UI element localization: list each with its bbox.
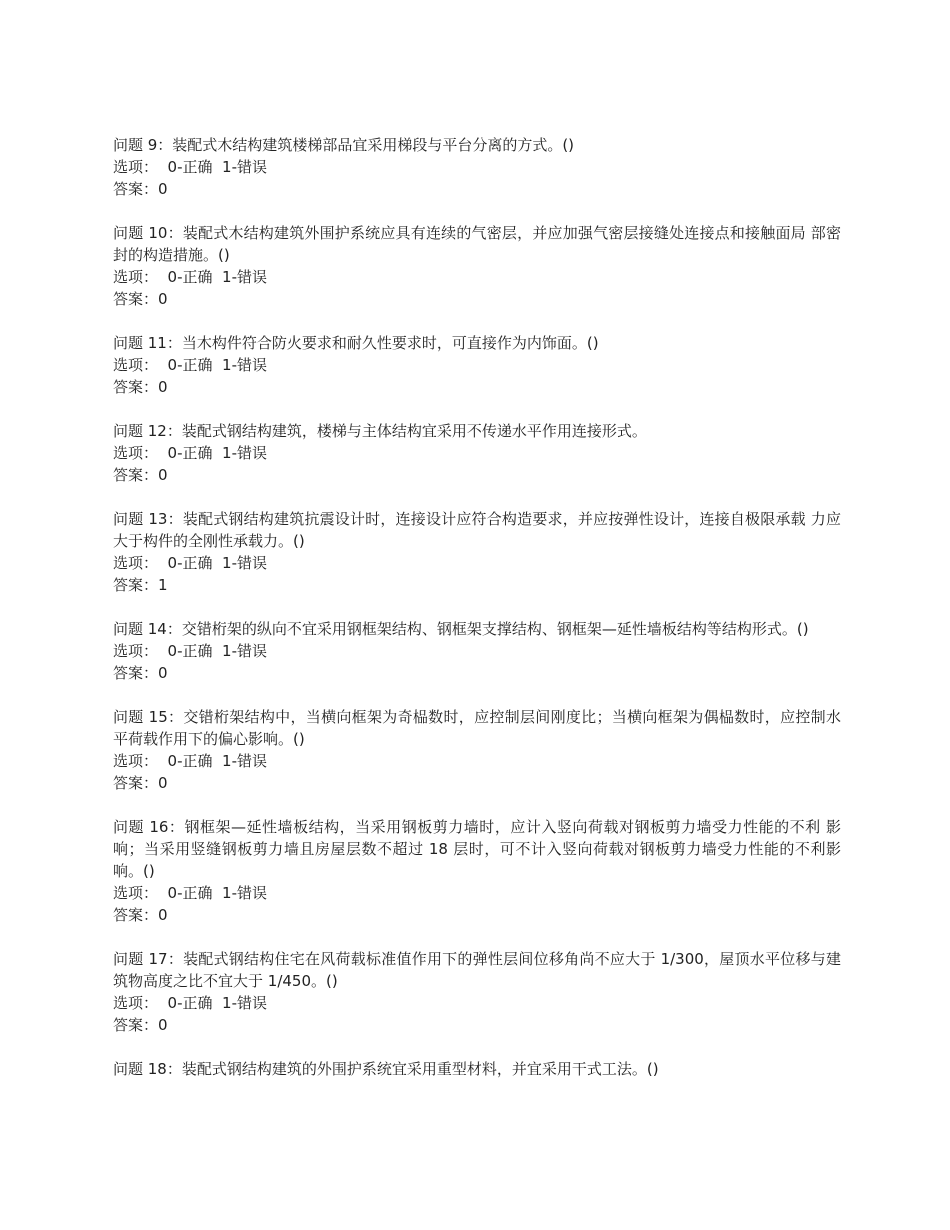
document-page — [113, 134, 841, 1102]
question-text: 问题 18：装配式钢结构建筑的外围护系统宜采用重型材料，并宜采用干式工法。() — [113, 1060, 659, 1078]
question-text: 问题 16：钢框架—延性墙板结构，当采用钢板剪力墙时，应计入竖向荷载对钢板剪力墙受力性能的不利 影响；当采用竖缝钢板剪力墙且房屋层数不超过 18 层时，可不计入竖向荷载对钢板剪力墙受力性能的不利影响。() — [113, 818, 841, 880]
question-options: 选项： 0-正确 1-错误 — [113, 554, 267, 572]
question-answer: 答案：0 — [113, 180, 168, 198]
question-block — [113, 420, 841, 486]
question-text: 问题 10：装配式木结构建筑外围护系统应具有连续的气密层，并应加强气密层接缝处连接点和接触面局 部密封的构造措施。() — [113, 224, 841, 264]
question-options: 选项： 0-正确 1-错误 — [113, 158, 267, 176]
question-options: 选项： 0-正确 1-错误 — [113, 268, 267, 286]
question-answer: 答案：0 — [113, 290, 168, 308]
question-options: 选项： 0-正确 1-错误 — [113, 444, 267, 462]
question-text: 问题 17：装配式钢结构住宅在风荷载标准值作用下的弹性层间位移角尚不应大于 1/300，屋顶水平位移与建筑物高度之比不宜大于 1/450。() — [113, 950, 841, 990]
question-block — [113, 948, 841, 1036]
question-answer: 答案：0 — [113, 1016, 168, 1034]
question-text: 问题 13：装配式钢结构建筑抗震设计时，连接设计应符合构造要求，并应按弹性设计，连接自极限承载 力应大于构件的全刚性承载力。() — [113, 510, 841, 550]
question-text: 问题 15：交错桁架结构中，当横向框架为奇榀数时，应控制层间刚度比；当横向框架为偶榀数时，应控制水平荷载作用下的偏心影响。() — [113, 708, 841, 748]
question-block — [113, 706, 841, 794]
question-answer: 答案：0 — [113, 378, 168, 396]
question-text: 问题 11：当木构件符合防火要求和耐久性要求时，可直接作为内饰面。() — [113, 334, 599, 352]
question-options: 选项： 0-正确 1-错误 — [113, 884, 267, 902]
question-text: 问题 12：装配式钢结构建筑，楼梯与主体结构宜采用不传递水平作用连接形式。 — [113, 422, 647, 440]
question-options: 选项： 0-正确 1-错误 — [113, 994, 267, 1012]
question-text: 问题 14：交错桁架的纵向不宜采用钢框架结构、钢框架支撑结构、钢框架—延性墙板结构等结构形式。() — [113, 620, 809, 638]
question-text: 问题 9：装配式木结构建筑楼梯部品宜采用梯段与平台分离的方式。() — [113, 136, 575, 154]
question-options: 选项： 0-正确 1-错误 — [113, 642, 267, 660]
question-answer: 答案：0 — [113, 664, 168, 682]
question-answer: 答案：0 — [113, 466, 168, 484]
question-answer: 答案：1 — [113, 576, 168, 594]
question-block — [113, 222, 841, 310]
question-block — [113, 332, 841, 398]
question-block — [113, 618, 841, 684]
question-block — [113, 1058, 841, 1080]
question-options: 选项： 0-正确 1-错误 — [113, 752, 267, 770]
question-block — [113, 816, 841, 926]
question-block — [113, 508, 841, 596]
question-answer: 答案：0 — [113, 774, 168, 792]
question-block — [113, 134, 841, 200]
question-answer: 答案：0 — [113, 906, 168, 924]
question-options: 选项： 0-正确 1-错误 — [113, 356, 267, 374]
